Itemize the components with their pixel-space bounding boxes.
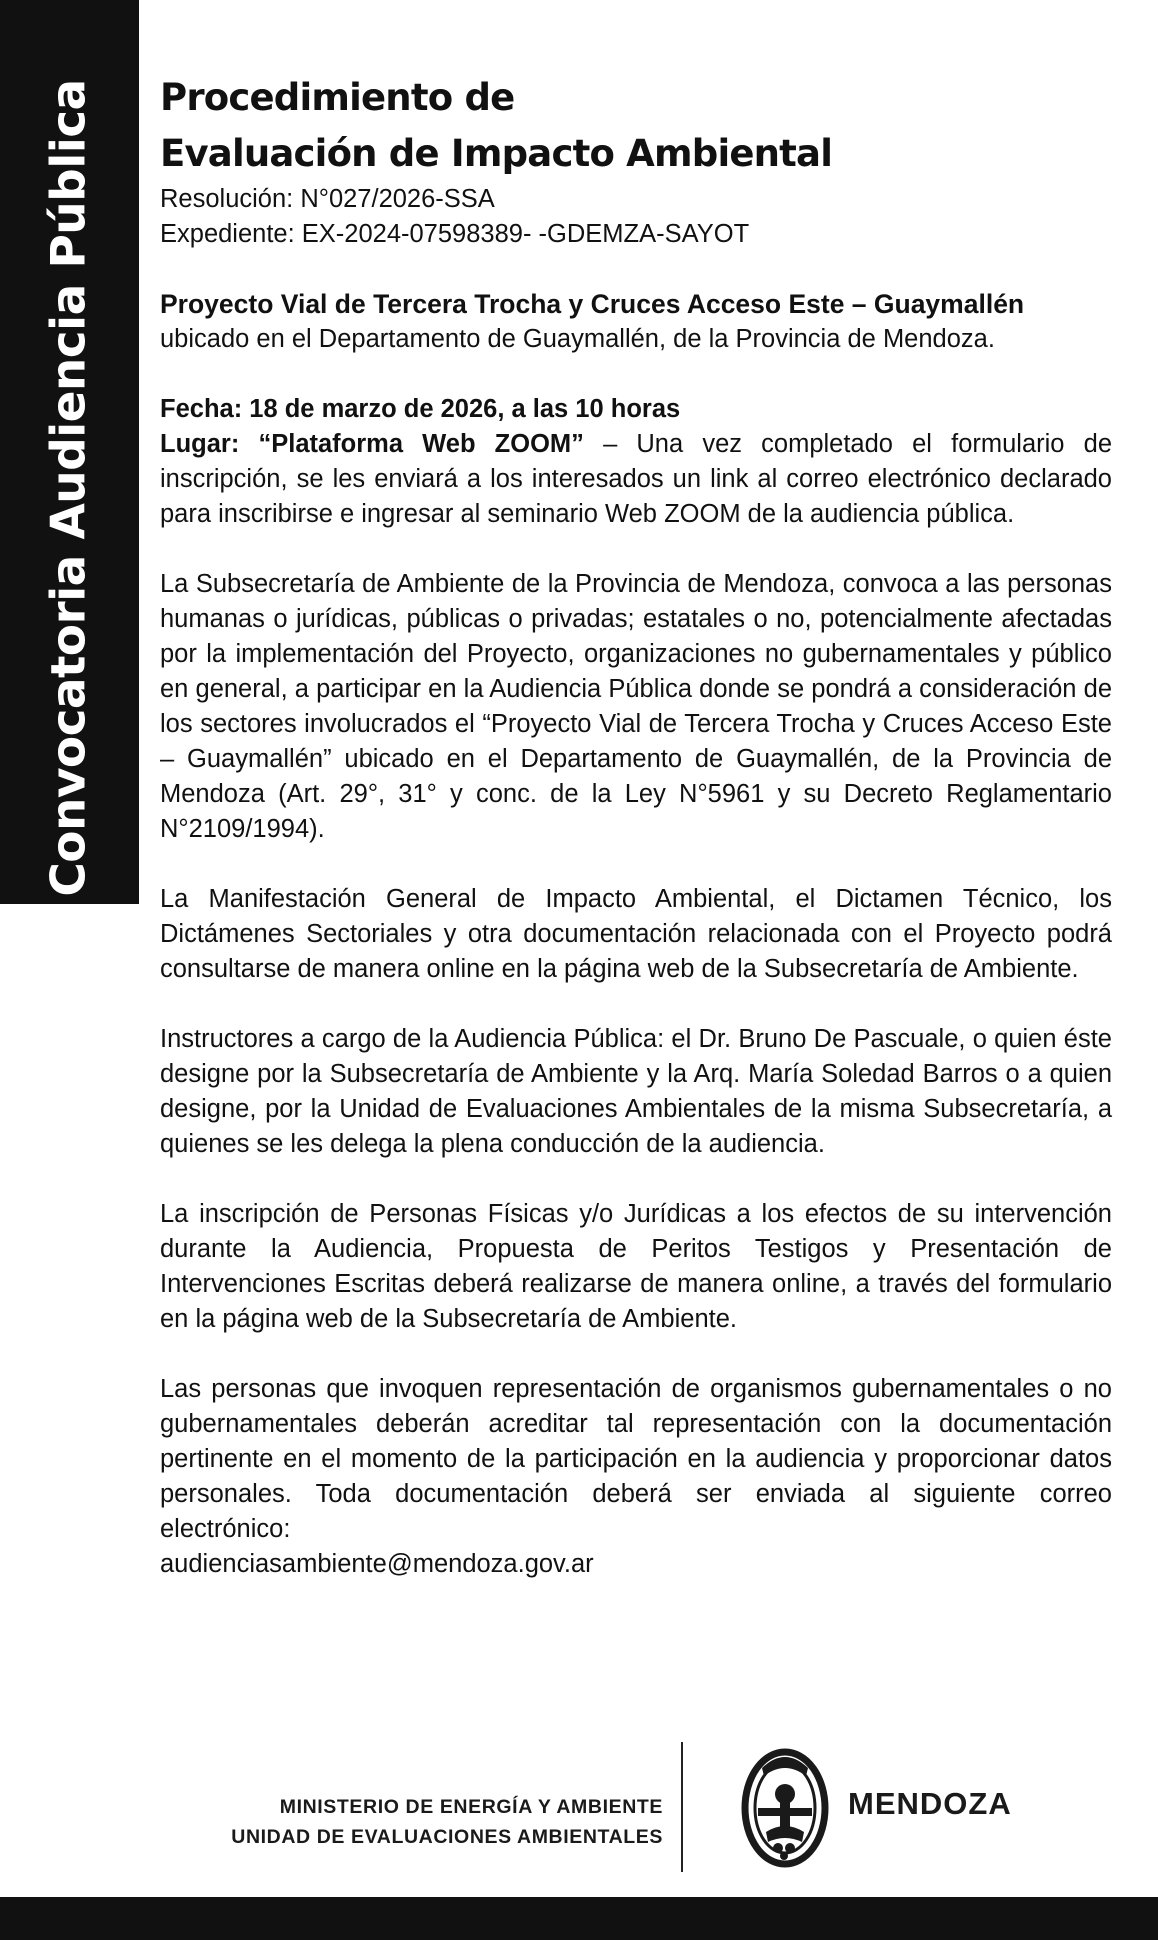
footer bbox=[0, 1742, 1158, 1872]
bottom-bar bbox=[0, 1897, 1158, 1940]
footer-divider bbox=[681, 1742, 683, 1872]
event-place-text: – Una vez completado el formulario de inscripción, se les enviará a los interesados un link al correo electrónico declarado para inscribirse e ingresar al seminario Web ZOOM de la audiencia pública. bbox=[160, 430, 1112, 528]
event-place bbox=[160, 427, 1112, 532]
side-banner-title: Convocatoria Audiencia Pública bbox=[41, 79, 97, 897]
paragraph-documentation: La Manifestación General de Impacto Ambiental, el Dictamen Técnico, los Dictámenes Sectoriales y otra documentación relacionada con el Proyecto podrá consultarse de manera online en la página web de la Subsecretaría de Ambiente. bbox=[160, 885, 1112, 983]
title-line-1: Procedimiento de bbox=[160, 76, 515, 119]
event-place-label: Lugar: “Plataforma Web ZOOM” bbox=[160, 430, 584, 458]
brand-name: MENDOZA bbox=[848, 1786, 1012, 1821]
paragraph-registration: La inscripción de Personas Físicas y/o Jurídicas a los efectos de su intervención durante la Audiencia, Propuesta de Peritos Testigos y Presentación de Intervenciones Escritas deberá realizarse de manera online, a través del formulario en la página web de la Subsecretaría de Ambiente. bbox=[160, 1200, 1112, 1333]
organization-name bbox=[231, 1792, 663, 1852]
paragraph-convocation: La Subsecretaría de Ambiente de la Provincia de Mendoza, convoca a las personas humanas o jurídicas, públicas o privadas; estatales o no, potencialmente afectadas por la implementación del Proyecto, organizaciones no gubernamentales y público en general, a participar en la Audiencia Pública donde se pondrá a consideración de los sectores involucrados el “Proyecto Vial de Tercera Trocha y Cruces Acceso Este – Guaymallén” ubicado en el Departamento de Guaymallén, de la Provincia de Mendoza (Art. 29°, 31° y conc. de la Ley N°5961 y su Decreto Reglamentario N°2109/1994). bbox=[160, 570, 1112, 843]
paragraph-instructors: Instructores a cargo de la Audiencia Pública: el Dr. Bruno De Pascuale, o quien éste designe por la Subsecretaría de Ambiente y la Arq. María Soledad Barros o a quien designe, por la Unidad de Evaluaciones Ambientales de la misma Subsecretaría, a quienes se les delega la plena conducción de la audiencia. bbox=[160, 1025, 1112, 1158]
title-line-2: Evaluación de Impacto Ambiental bbox=[160, 132, 833, 175]
contact-email[interactable]: audienciasambiente@mendoza.gov.ar bbox=[160, 1550, 594, 1578]
paragraph-representation: Las personas que invoquen representación de organismos gubernamentales o no gubernamentales deberán acreditar tal representación con la documentación pertinente en el momento de la participación en la audiencia y proporcionar datos personales. Toda documentación deberá ser enviada al siguiente correo electrónico: bbox=[160, 1375, 1112, 1543]
unit-name: UNIDAD DE EVALUACIONES AMBIENTALES bbox=[231, 1826, 663, 1848]
document-body bbox=[160, 70, 1112, 1582]
mendoza-crest-icon bbox=[736, 1742, 834, 1872]
side-banner bbox=[0, 0, 139, 904]
ministry-name: MINISTERIO DE ENERGÍA Y AMBIENTE bbox=[279, 1796, 663, 1818]
project-name: Proyecto Vial de Tercera Trocha y Cruces Acceso Este – Guaymallén bbox=[160, 289, 1025, 319]
event-date: Fecha: 18 de marzo de 2026, a las 10 horas bbox=[160, 395, 681, 423]
resolution-number: Resolución: N°027/2026-SSA bbox=[160, 185, 495, 213]
project-location: ubicado en el Departamento de Guaymallén, de la Provincia de Mendoza. bbox=[160, 325, 995, 353]
document-title bbox=[160, 70, 1112, 182]
file-number: Expediente: EX-2024-07598389- -GDEMZA-SAYOT bbox=[160, 220, 750, 248]
